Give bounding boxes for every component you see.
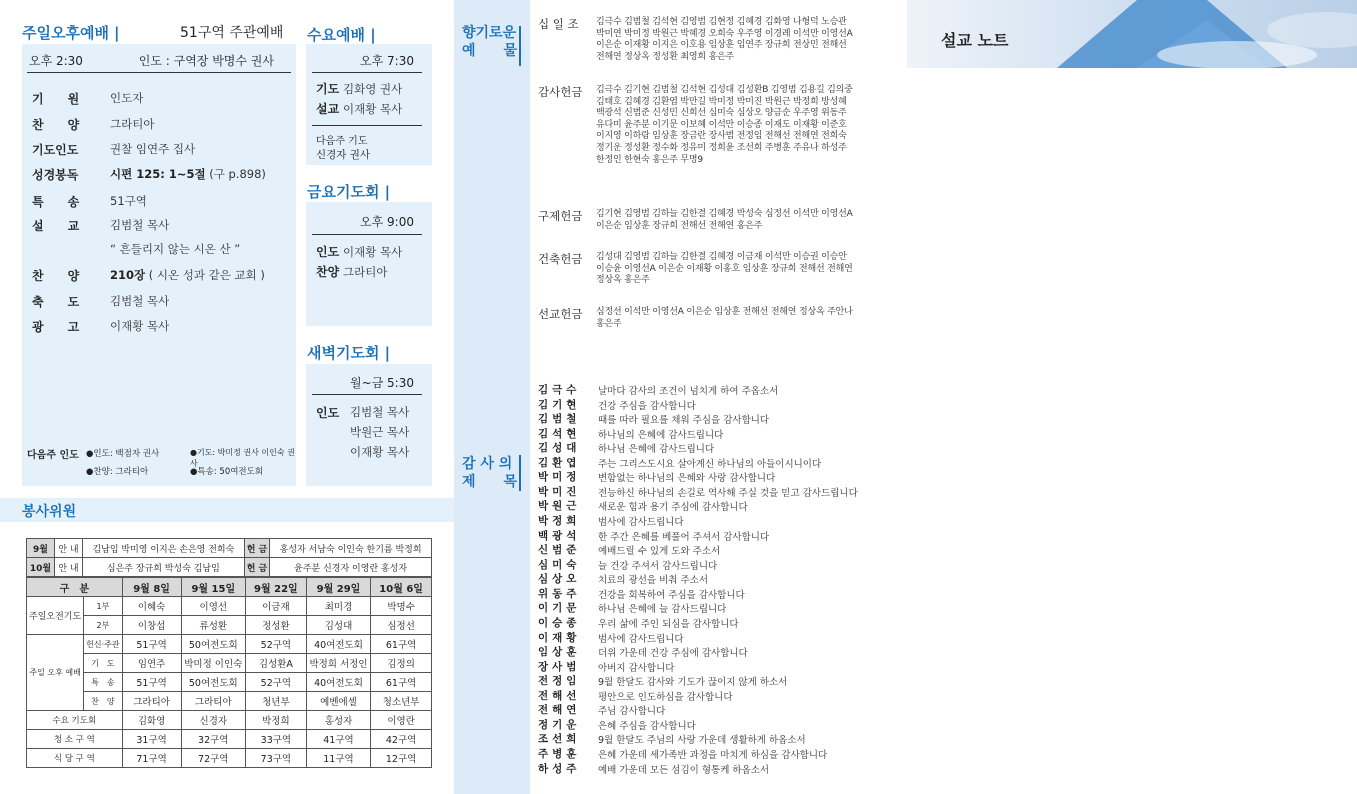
usher-table — [26, 538, 432, 577]
thanks-item — [538, 702, 898, 716]
table-cell: 그라티아 — [181, 692, 246, 711]
thanks-text: 예배드릴 수 있게 도와 주소서 — [598, 546, 721, 558]
table-cell: 이창섭 — [122, 616, 181, 635]
sunday-service-panel — [22, 44, 296, 486]
order-row — [32, 267, 292, 285]
offering-title-2: 예 물 — [462, 43, 518, 59]
table-row — [27, 597, 432, 616]
thanks-item — [538, 746, 898, 760]
table-cell: 특 송 — [84, 673, 122, 692]
order-row — [32, 293, 292, 311]
thanks-text: 범사에 감사드립니다 — [598, 633, 684, 645]
sermon-note-header — [907, 0, 1357, 68]
thanks-text: 평안으로 인도하심을 감사합니다 — [598, 691, 733, 703]
thanks-text: 하나님 은혜에 늘 감사드립니다 — [598, 604, 727, 616]
order-row — [32, 141, 292, 159]
thanks-text: 더위 가운데 건강 주심에 감사합니다 — [598, 648, 748, 660]
table-cell: 김정의 — [371, 654, 432, 673]
table-row — [27, 749, 432, 768]
order-value: 이재황 목사 — [110, 319, 170, 333]
wed-row-value: 이재황 목사 — [343, 102, 403, 116]
next-week-label: 다음주 인도 — [27, 450, 79, 461]
thanks-text: 아버지 감사합니다 — [598, 662, 675, 674]
thanks-name: 박미정 — [538, 471, 581, 484]
offering-heading — [462, 24, 517, 60]
table-cell: 식 당 구 역 — [27, 749, 123, 768]
usher-money: 헌 금 — [244, 558, 270, 577]
wednesday-heading: 수요예배 | — [307, 26, 376, 44]
table-cell: 신경자 — [181, 711, 246, 730]
thanks-title-2: 제 목 — [462, 474, 518, 490]
thanks-name: 심미숙 — [538, 558, 581, 571]
table-cell: 임연주 — [122, 654, 181, 673]
table-cell: 이금재 — [246, 597, 307, 616]
table-cell: 40여전도회 — [306, 635, 371, 654]
thanks-name: 장사범 — [538, 660, 581, 673]
order-row — [32, 217, 292, 235]
table-cell: 찬 양 — [84, 692, 122, 711]
thanks-item — [538, 600, 898, 614]
thanks-item — [538, 586, 898, 600]
offering-label: 선교헌금 — [538, 307, 583, 321]
dawn-name: 김범철 목사 — [350, 405, 410, 419]
table-cell: 박미정 이인숙 — [181, 654, 246, 673]
table-cell: 50여전도회 — [181, 673, 246, 692]
thanks-name: 정기운 — [538, 718, 581, 731]
fri-row-value: 이재황 목사 — [343, 245, 403, 259]
table-cell: 40여전도회 — [306, 673, 371, 692]
table-cell: 그라티아 — [122, 692, 181, 711]
table-cell: 최미경 — [306, 597, 371, 616]
offering-title-1: 향기로운 — [462, 25, 517, 41]
header-cell: 구 분 — [27, 578, 123, 597]
row-group-label: 주일 오후 예배 — [27, 635, 84, 711]
table-cell: 예벤에셀 — [306, 692, 371, 711]
thanks-text: 은혜 가운데 세가족반 과정을 마치게 하심을 감사합니다 — [598, 750, 828, 761]
thanks-name: 하성주 — [538, 762, 581, 775]
dawn-title: 새벽기도회 — [307, 344, 380, 362]
thanks-name: 김기현 — [538, 398, 581, 411]
order-label: 찬 양 — [32, 269, 80, 283]
thanks-item — [538, 382, 898, 396]
thanks-text: 변함없는 하나님의 은혜와 사랑 감사합니다 — [598, 473, 776, 485]
thanks-name: 이재황 — [538, 631, 581, 644]
thanks-item — [538, 688, 898, 702]
usher-row — [27, 539, 432, 558]
order-label: 성경봉독 — [32, 168, 79, 182]
table-row — [27, 635, 432, 654]
table-cell: 42구역 — [371, 730, 432, 749]
table-cell: 수요 기도회 — [27, 711, 123, 730]
offering-names: 심정선 이석만 이영선A 이은순 임상훈 전해선 전해연 정상옥 주안나 홍은주 — [596, 307, 853, 329]
fri-row-label: 인도 — [316, 245, 340, 259]
order-value: 권찰 임연주 집사 — [110, 142, 196, 156]
table-cell: 류성환 — [181, 616, 246, 635]
thanks-name: 이승종 — [538, 616, 581, 629]
thanks-name: 김성대 — [538, 442, 581, 455]
wed-row-label: 설교 — [316, 102, 340, 116]
thanks-item — [538, 630, 898, 644]
usher-row — [27, 558, 432, 577]
thanks-text: 건강 주심을 감사합니다 — [598, 400, 696, 412]
thanks-text: 한 주간 은혜를 베풀어 주셔서 감사합니다 — [598, 531, 770, 543]
wed-next-label: 다음주 기도 — [316, 136, 368, 147]
table-header — [27, 578, 432, 597]
wednesday-time: 오후 7:30 — [360, 54, 414, 68]
order-row — [32, 90, 292, 108]
next-item: ●찬양: 그라티아 — [86, 467, 149, 477]
thanks-item — [538, 528, 898, 542]
usher-month: 9월 — [27, 539, 55, 558]
thanks-name: 백광석 — [538, 529, 581, 542]
usher-money_names: 홍성자 서남숙 이인숙 한기름 박정희 — [270, 539, 432, 558]
thanks-text: 때를 따라 필요를 채워 주심을 감사합니다 — [598, 415, 770, 427]
offering-names: 김극수 김기현 김범철 김석현 김성대 김성환B 김영범 김용길 김의중 김태호 김혜경 김환엽 박만길 박미정 박미진 박원근 박정희 방성혜 백광석 신범준 신성민 신희선 심미숙 심상오 양금순 우주영 위동주 유다미 윤주분 이기문 이보혜 이석만 이승종 이재도 이재황 이준호 이지영 이하람 임상훈 장금란 장사범 전정임 전해선 전해연 전희숙 정기운 정성환 정수화 정유미 정희윤 조선희 주병훈 주유나 하성주 한정인 한현숙 홍은주 무명9 — [596, 85, 853, 165]
order-row — [32, 166, 292, 184]
friday-heading: 금요기도회 | — [307, 183, 391, 201]
table-cell: 41구역 — [306, 730, 371, 749]
offering-label: 십 일 조 — [538, 17, 579, 31]
table-cell: 51구역 — [122, 635, 181, 654]
center-gutter — [454, 0, 530, 794]
table-row — [27, 654, 432, 673]
table-cell: 헌신·주관 — [84, 635, 122, 654]
usher-names: 김남임 박미영 이지은 손은영 전희숙 — [83, 539, 245, 558]
thanks-item — [538, 673, 898, 687]
order-label: 축 도 — [32, 295, 80, 309]
header-cell: 9월 29일 — [306, 578, 371, 597]
thanks-name: 박미진 — [538, 485, 581, 498]
usher-label: 안 내 — [55, 539, 83, 558]
order-value-bold: 210장 — [110, 268, 146, 282]
thanks-text: 새로운 힘과 용기 주심에 감사합니다 — [598, 502, 748, 514]
header-cell: 9월 22일 — [246, 578, 307, 597]
volunteer-title: 봉사위원 — [22, 504, 77, 520]
dawn-label: 인도 — [316, 406, 340, 420]
thanks-item — [538, 644, 898, 658]
thanks-name: 위동주 — [538, 587, 581, 600]
header-cell: 9월 8일 — [122, 578, 181, 597]
order-value: 그라티아 — [110, 117, 155, 131]
order-value: 김범철 목사 — [110, 218, 170, 232]
order-row — [32, 318, 292, 336]
thanks-item — [538, 411, 898, 425]
sunday-guide: 인도 : 구역장 박명수 권사 — [138, 54, 274, 68]
volunteer-table-wrap — [26, 538, 436, 768]
wednesday-panel — [306, 44, 432, 165]
table-cell: 33구역 — [246, 730, 307, 749]
thanks-name: 조선희 — [538, 733, 581, 746]
table-cell: 정성환 — [246, 616, 307, 635]
thanks-name: 김극수 — [538, 384, 581, 396]
offering-label: 감사헌금 — [538, 85, 583, 99]
table-cell: 1부 — [84, 597, 122, 616]
thanks-text: 하나님 은혜에 감사드립니다 — [598, 444, 715, 456]
sunday-subtitle: 51구역 주관예배 — [180, 25, 284, 41]
thanks-item — [538, 659, 898, 673]
dawn-time: 월~금 5:30 — [349, 376, 414, 390]
table-cell: 홍성자 — [306, 711, 371, 730]
order-value: 인도자 — [110, 91, 144, 105]
table-cell: 김화영 — [122, 711, 181, 730]
wed-row-value: 김화영 권사 — [343, 82, 403, 96]
thanks-item — [538, 484, 898, 498]
thanks-name: 김범철 — [538, 413, 581, 426]
thanks-text: 늘 건강 주셔서 감사드립니다 — [598, 560, 718, 572]
table-row — [27, 730, 432, 749]
table-cell: 청소년부 — [371, 692, 432, 711]
thanks-name: 임상훈 — [538, 646, 581, 659]
order-label: 특 송 — [32, 195, 80, 209]
thanks-item — [538, 426, 898, 440]
thanks-item — [538, 717, 898, 731]
next-item: ●기도: 박미정 권사 이인숙 권사 — [190, 448, 295, 468]
thanks-text: 전능하신 하나님의 손길로 역사해 주실 것을 믿고 감사드립니다 — [598, 487, 858, 499]
table-cell: 61구역 — [371, 673, 432, 692]
thanks-item — [538, 542, 898, 556]
wed-next-name: 신경자 권사 — [316, 149, 371, 161]
order-value: 51구역 — [110, 194, 147, 208]
table-cell: 12구역 — [371, 749, 432, 768]
thanks-text: 9월 한달도 감사와 기도가 끊이지 않게 하소서 — [598, 677, 788, 689]
thanks-item — [538, 557, 898, 571]
table-row — [27, 673, 432, 692]
order-value: 김범철 목사 — [110, 294, 170, 308]
table-cell: 51구역 — [122, 673, 181, 692]
table-cell: 52구역 — [246, 673, 307, 692]
order-value: “ 흔들리지 않는 시온 산 ” — [110, 242, 241, 256]
thanks-name: 박정희 — [538, 515, 581, 528]
table-cell: 기 도 — [84, 654, 122, 673]
table-cell: 김성환A — [246, 654, 307, 673]
thanks-heading — [462, 455, 517, 491]
table-cell: 김성대 — [306, 616, 371, 635]
thanks-item — [538, 469, 898, 483]
thanks-item — [538, 397, 898, 411]
thanks-item — [538, 571, 898, 585]
table-cell: 31구역 — [122, 730, 181, 749]
thanks-name: 심상오 — [538, 573, 581, 586]
sunday-time: 오후 2:30 — [29, 54, 83, 68]
thanks-text: 하나님의 은혜에 감사드립니다 — [598, 429, 724, 441]
header-cell: 10월 6일 — [371, 578, 432, 597]
table-cell: 박정희 — [246, 711, 307, 730]
table-cell: 박정희 서정인 — [306, 654, 371, 673]
thanks-name: 박원근 — [538, 500, 581, 513]
order-row — [32, 116, 292, 134]
table-cell: 71구역 — [122, 749, 181, 768]
usher-label: 안 내 — [55, 558, 83, 577]
order-value-bold: 시편 125: 1~5절 — [110, 167, 206, 181]
row-group-label: 주일오전기도 — [27, 597, 84, 635]
order-row — [32, 241, 292, 259]
order-label: 기도인도 — [32, 143, 79, 157]
order-value: (구 p.898) — [209, 167, 266, 181]
usher-money: 헌 금 — [244, 539, 270, 558]
table-cell: 이영선 — [181, 597, 246, 616]
fri-row-label: 찬양 — [316, 265, 340, 279]
table-cell: 2부 — [84, 616, 122, 635]
thanks-item — [538, 513, 898, 527]
thanks-text: 9월 한달도 주님의 사랑 가운데 생활하게 하옵소서 — [598, 735, 806, 747]
thanks-item — [538, 731, 898, 745]
thanks-name: 김석현 — [538, 427, 581, 440]
offering-label: 건축헌금 — [538, 252, 583, 266]
dawn-heading: 새벽기도회 | — [307, 344, 391, 362]
table-cell: 11구역 — [306, 749, 371, 768]
table-cell: 청 소 구 역 — [27, 730, 123, 749]
usher-month: 10월 — [27, 558, 55, 577]
friday-time: 오후 9:00 — [360, 215, 414, 229]
table-cell: 32구역 — [181, 730, 246, 749]
table-cell: 73구역 — [246, 749, 307, 768]
volunteer-header-bar — [0, 498, 454, 522]
thanks-text: 은혜 주심을 감사합니다 — [598, 720, 696, 732]
table-cell: 61구역 — [371, 635, 432, 654]
header-cell: 9월 15일 — [181, 578, 246, 597]
offering-names: 김기현 김영범 김하늘 김한결 김혜경 박성숙 심정선 이석만 이영선A 이은순 임상훈 장규희 전해선 전해연 홍은주 — [596, 209, 853, 231]
thanks-text: 범사에 감사드립니다 — [598, 517, 684, 529]
thanks-text: 주는 그리스도시요 살아계신 하나님의 아들이시니이다 — [598, 458, 822, 470]
thanks-text: 건강을 회복하여 주심을 감사합니다 — [598, 589, 745, 601]
thanks-name: 전해선 — [538, 689, 581, 702]
thanks-item — [538, 761, 898, 775]
order-label: 찬 양 — [32, 118, 80, 132]
thanks-item — [538, 455, 898, 469]
dawn-name: 이재황 목사 — [350, 445, 410, 459]
usher-money_names: 윤주분 신경자 이영란 홍성자 — [270, 558, 432, 577]
wed-row-label: 기도 — [316, 82, 340, 96]
usher-names: 심은주 장규희 박성숙 김남임 — [83, 558, 245, 577]
thanks-text: 예배 가운데 모든 섬김이 형통케 하옵소서 — [598, 764, 770, 776]
thanks-name: 전해연 — [538, 704, 581, 717]
table-cell: 72구역 — [181, 749, 246, 768]
thanks-name: 김환엽 — [538, 456, 581, 469]
order-row — [32, 193, 292, 211]
thanks-name: 주병훈 — [538, 748, 581, 760]
thanks-text: 치료의 광선을 비춰 주소서 — [598, 575, 709, 587]
table-cell: 박명수 — [371, 597, 432, 616]
thanks-text: 우리 삶에 주인 되심을 감사합니다 — [598, 618, 739, 630]
next-item: ●인도: 백점자 권사 — [86, 449, 160, 459]
table-cell: 50여전도회 — [181, 635, 246, 654]
sunday-service-heading: 주일오후예배 | 51구역 주관예배 — [22, 24, 284, 42]
order-label: 기 원 — [32, 92, 80, 106]
order-label: 광 고 — [32, 320, 80, 334]
thanks-text: 주님 감사합니다 — [598, 706, 666, 718]
offering-names: 김성대 김영범 김하늘 김한결 김혜경 이금재 이석만 이승권 이승안 이승윤 이영선A 이은순 이재황 이홍호 임상훈 장규희 전해선 전해연 정상옥 홍은주 — [596, 252, 853, 286]
dawn-panel — [306, 364, 432, 486]
friday-panel — [306, 202, 432, 326]
table-cell: 52구역 — [246, 635, 307, 654]
next-item: ●특송: 50여전도회 — [190, 467, 264, 477]
thanks-name: 전정임 — [538, 675, 581, 688]
table-cell: 이혜숙 — [122, 597, 181, 616]
thanks-text: 날마다 감사의 조건이 넘치게 하여 주옵소서 — [598, 386, 779, 397]
table-cell: 이영란 — [371, 711, 432, 730]
offering-names: 김극수 김범철 김석현 김영범 김현정 김혜경 김화영 나형덕 노승관 박미연 박미정 박원근 박혜경 오희숙 우주영 이경례 이석만 이영선A 이은순 이재황 이지은 이호용 임상훈 임연주 장규희 전상민 전해선 전해연 정상옥 정성환 최영희 홍은주 — [596, 17, 853, 62]
thanks-item — [538, 498, 898, 512]
dawn-name: 박원근 목사 — [350, 425, 410, 439]
offering-label: 구제헌금 — [538, 209, 583, 223]
table-cell: 심정선 — [371, 616, 432, 635]
thanks-title-1: 감 사 의 — [462, 456, 513, 472]
thanks-name: 이기문 — [538, 602, 581, 615]
table-row — [27, 711, 432, 730]
order-value: ( 시온 성과 같은 교회 ) — [148, 268, 265, 282]
fri-row-value: 그라티아 — [343, 265, 388, 279]
table-cell: 청년부 — [246, 692, 307, 711]
sermon-note-title: 설교 노트 — [941, 31, 1009, 50]
table-row — [27, 692, 432, 711]
friday-title: 금요기도회 — [307, 183, 380, 201]
thanks-name: 신범준 — [538, 544, 581, 557]
duty-table — [26, 577, 432, 768]
order-label: 설 교 — [32, 219, 80, 233]
sunday-title: 주일오후예배 — [22, 24, 109, 42]
wednesday-title: 수요예배 — [307, 26, 365, 44]
thanks-item — [538, 440, 898, 454]
table-row — [27, 616, 432, 635]
thanks-item — [538, 615, 898, 629]
